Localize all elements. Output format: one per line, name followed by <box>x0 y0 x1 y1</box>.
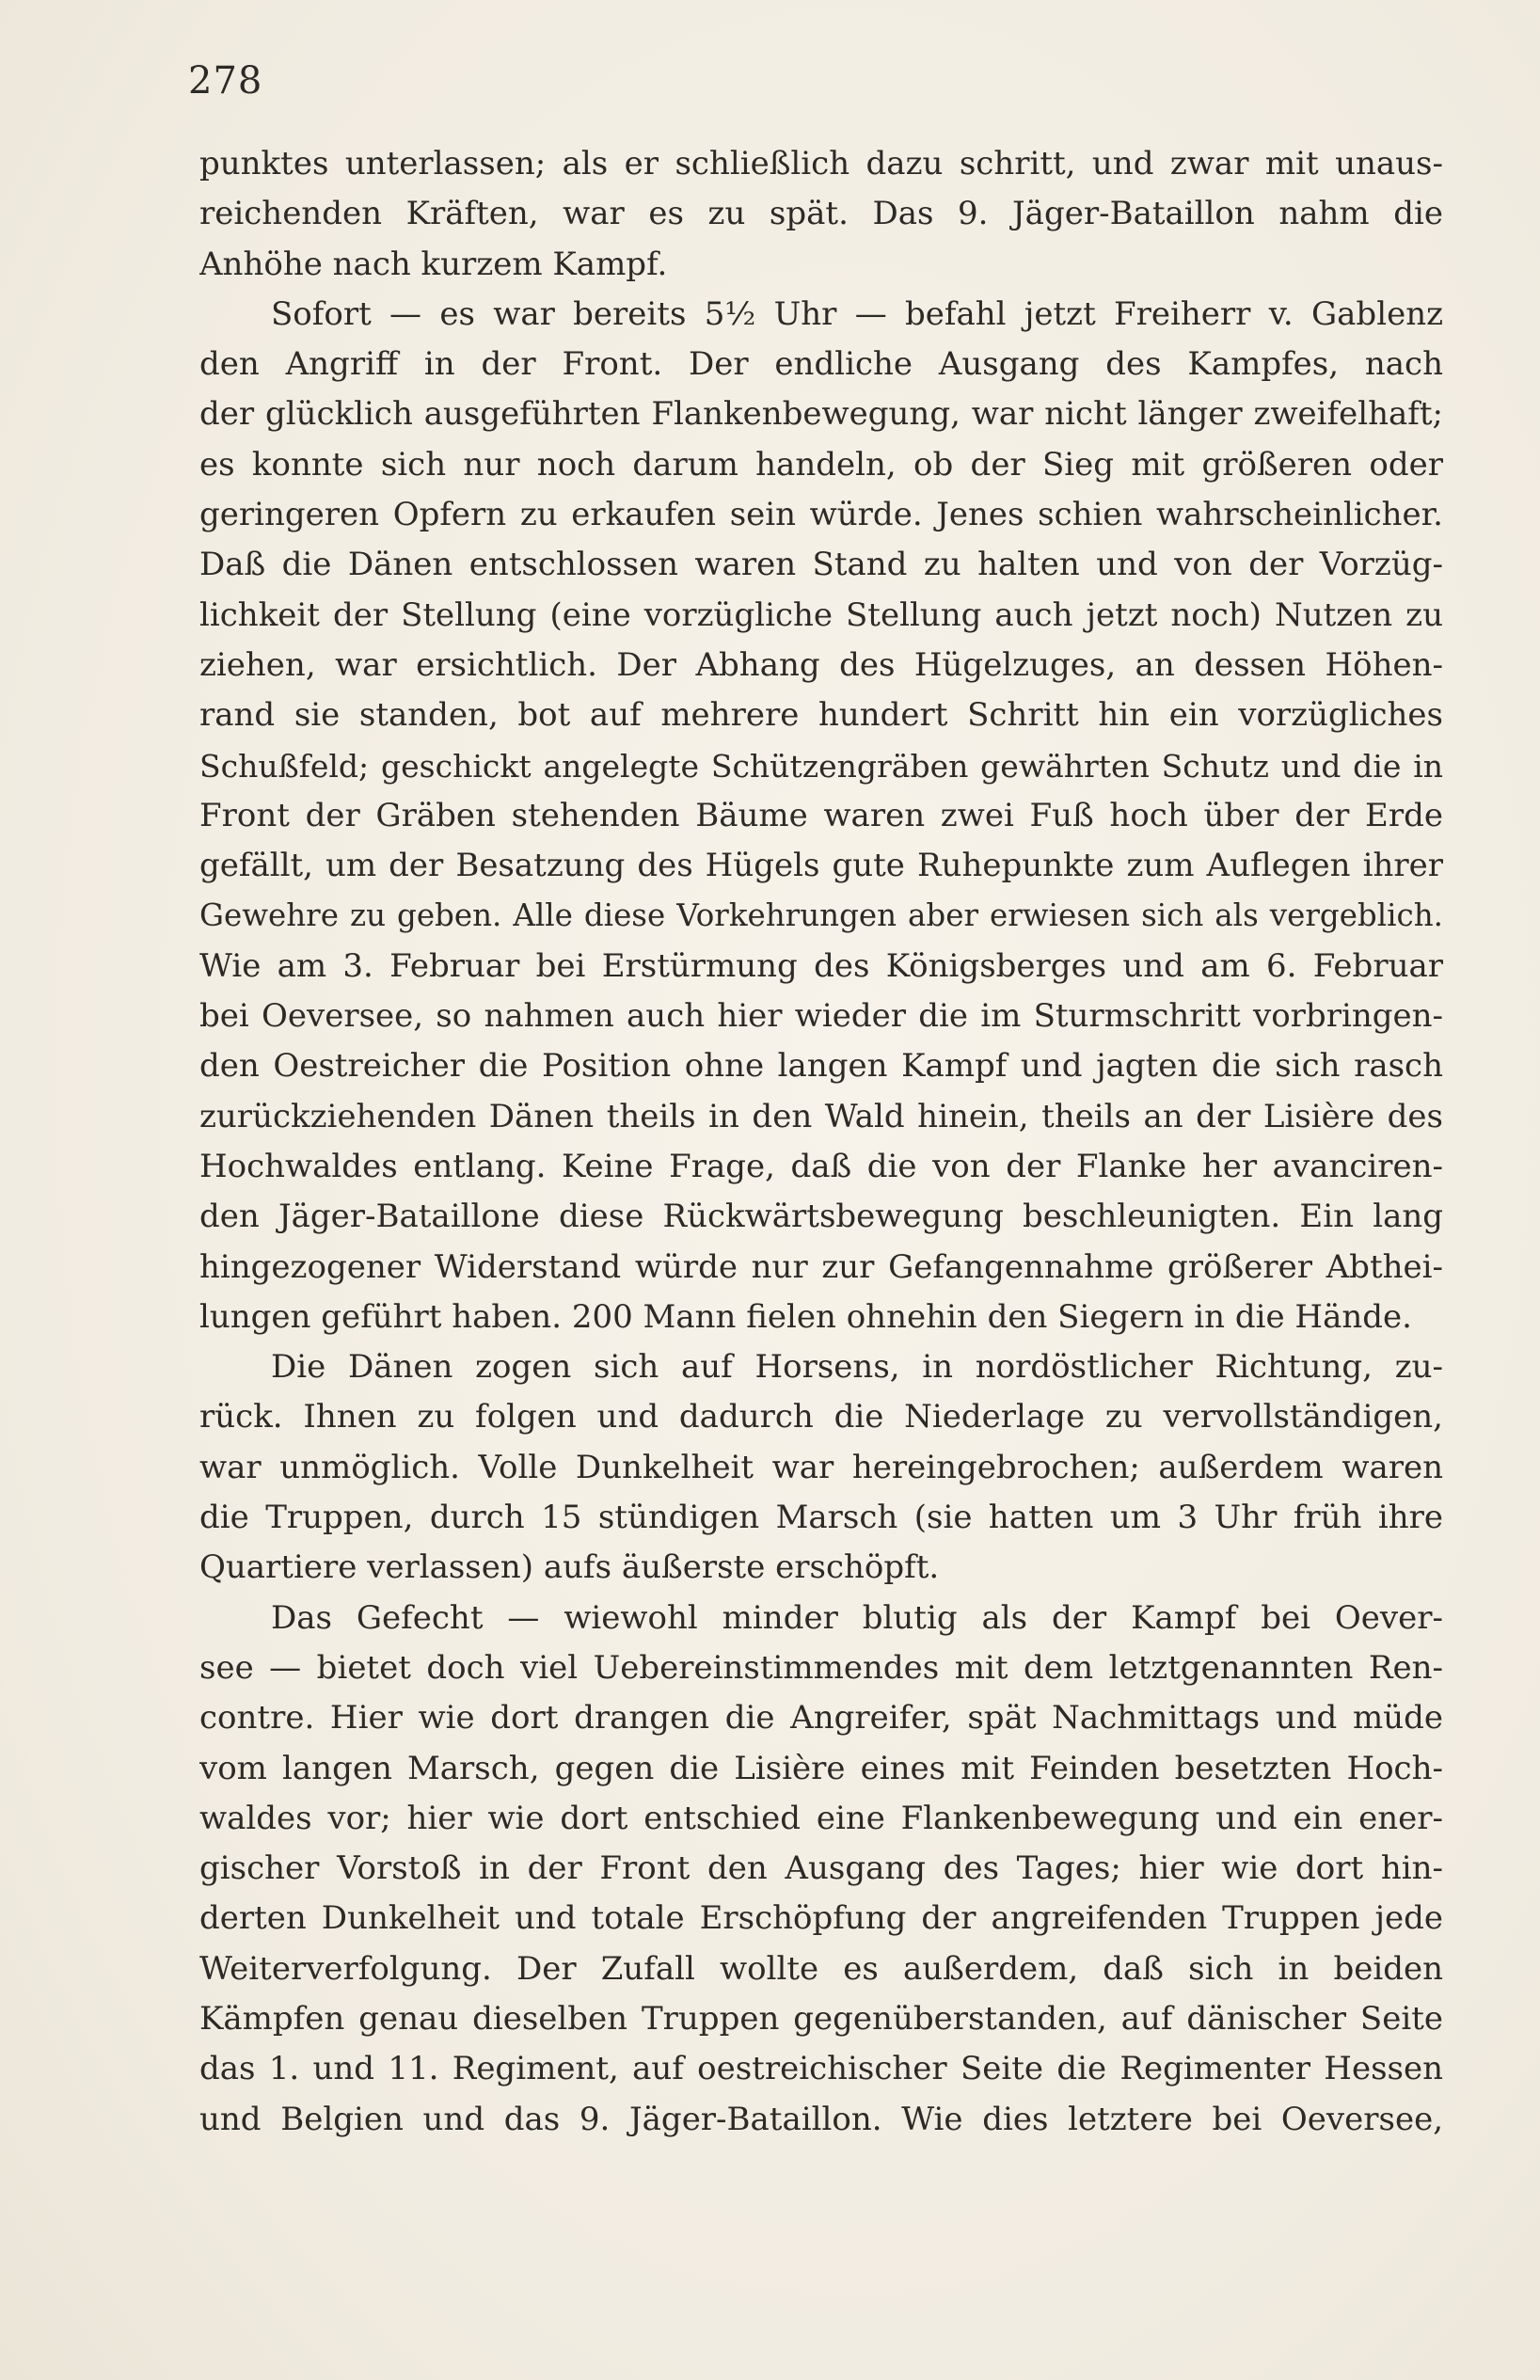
text-line: Front der Gräben stehenden Bäume waren zwei Fuß hoch über der Erde <box>199 796 1443 834</box>
text-line: hingezogener Widerstand würde nur zur Gefangennahme größerer Abthei- <box>199 1247 1443 1286</box>
text-line: Wie am 3. Februar bei Erstürmung des Königsberges und am 6. Februar <box>199 946 1443 985</box>
text-line: Gewehre zu geben. Alle diese Vorkehrungen aber erwiesen sich als vergeblich. <box>199 897 1443 934</box>
text-line: und Belgien und das 9. Jäger-Bataillon. Wie dies letztere bei Oeversee, <box>199 2100 1443 2138</box>
text-line: den Oestreicher die Position ohne langen Kampf und jagten die sich rasch <box>199 1047 1443 1086</box>
text-line: rand sie standen, bot auf mehrere hundert Schritt hin ein vorzügliches <box>199 696 1443 735</box>
text-line: contre. Hier wie dort drangen die Angreifer, spät Nachmittags und müde <box>199 1699 1443 1737</box>
text-line: die Truppen, durch 15 stündigen Marsch (sie hatten um 3 Uhr früh ihre <box>199 1499 1443 1537</box>
text-line: es konnte sich nur noch darum handeln, ob der Sieg mit größeren oder <box>199 445 1443 484</box>
text-line: gischer Vorstoß in der Front den Ausgang des Tages; hier wie dort hin- <box>199 1849 1443 1888</box>
text-line: geringeren Opfern zu erkaufen sein würde. Jenes schien wahrscheinlicher. <box>199 496 1443 534</box>
text-line: vom langen Marsch, gegen die Lisière eines mit Feinden besetzten Hoch- <box>199 1749 1443 1787</box>
text-line: ziehen, war ersichtlich. Der Abhang des Hügelzuges, an dessen Höhen- <box>199 645 1443 684</box>
text-line: bei Oeversee, so nahmen auch hier wieder die im Sturmschritt vorbringen- <box>199 997 1443 1036</box>
text-line: lungen geführt haben. 200 Mann fielen ohnehin den Siegern in die Hände. <box>199 1297 1412 1336</box>
text-line: lichkeit der Stellung (eine vorzügliche Stellung auch jetzt noch) Nutzen zu <box>199 595 1443 634</box>
page-number: 278 <box>188 59 263 103</box>
text-line: zurückziehenden Dänen theils in den Wald hinein, theils an der Lisière des <box>199 1097 1443 1135</box>
text-line: reichenden Kräften, war es zu spät. Das 9. Jäger-Bataillon nahm die <box>199 195 1443 233</box>
text-line: see — bietet doch viel Uebereinstimmendes mit dem letztgenannten Ren- <box>199 1648 1443 1687</box>
text-line: Quartiere verlassen) aufs äußerste erschöpft. <box>199 1548 940 1587</box>
text-line: derten Dunkelheit und totale Erschöpfung der angreifenden Truppen jede <box>199 1899 1443 1938</box>
text-line: rück. Ihnen zu folgen und dadurch die Niederlage zu vervollständigen, <box>199 1398 1443 1436</box>
text-line: Hochwaldes entlang. Keine Frage, daß die von der Flanke her avanciren- <box>199 1147 1443 1185</box>
body-text <box>199 139 1443 2145</box>
text-line: den Jäger-Bataillone diese Rückwärtsbewegung beschleunigten. Ein lang <box>199 1198 1443 1236</box>
text-line: gefällt, um der Besatzung des Hügels gute Ruhepunkte zum Auflegen ihrer <box>199 847 1443 885</box>
text-line: das 1. und 11. Regiment, auf oestreichischer Seite die Regimenter Hessen <box>199 2050 1443 2088</box>
text-line: Sofort — es war bereits 5½ Uhr — befahl jetzt Freiherr v. Gablenz <box>271 294 1443 333</box>
text-line: Daß die Dänen entschlossen waren Stand zu halten und von der Vorzüg- <box>199 546 1443 584</box>
text-line: Anhöhe nach kurzem Kampf. <box>199 245 668 283</box>
text-line: war unmöglich. Volle Dunkelheit war hereingebrochen; außerdem waren <box>199 1448 1443 1486</box>
text-line: Das Gefecht — wiewohl minder blutig als der Kampf bei Oever- <box>271 1598 1443 1637</box>
text-line: Die Dänen zogen sich auf Horsens, in nordöstlicher Richtung, zu- <box>271 1348 1443 1387</box>
text-line: der glücklich ausgeführten Flankenbewegung, war nicht länger zweifelhaft; <box>199 395 1443 434</box>
text-line: den Angriff in der Front. Der endliche Ausgang des Kampfes, nach <box>199 345 1443 384</box>
text-line: Kämpfen genau dieselben Truppen gegenüberstanden, auf dänischer Seite <box>199 1999 1443 2038</box>
text-line: Weiterverfolgung. Der Zufall wollte es außerdem, daß sich in beiden <box>199 1949 1443 1988</box>
text-line: punktes unterlassen; als er schließlich dazu schritt, und zwar mit unaus- <box>199 145 1443 182</box>
text-line: waldes vor; hier wie dort entschied eine Flankenbewegung und ein ener- <box>199 1799 1443 1837</box>
text-line: Schußfeld; geschickt angelegte Schützengräben gewährten Schutz und die in <box>199 747 1443 785</box>
